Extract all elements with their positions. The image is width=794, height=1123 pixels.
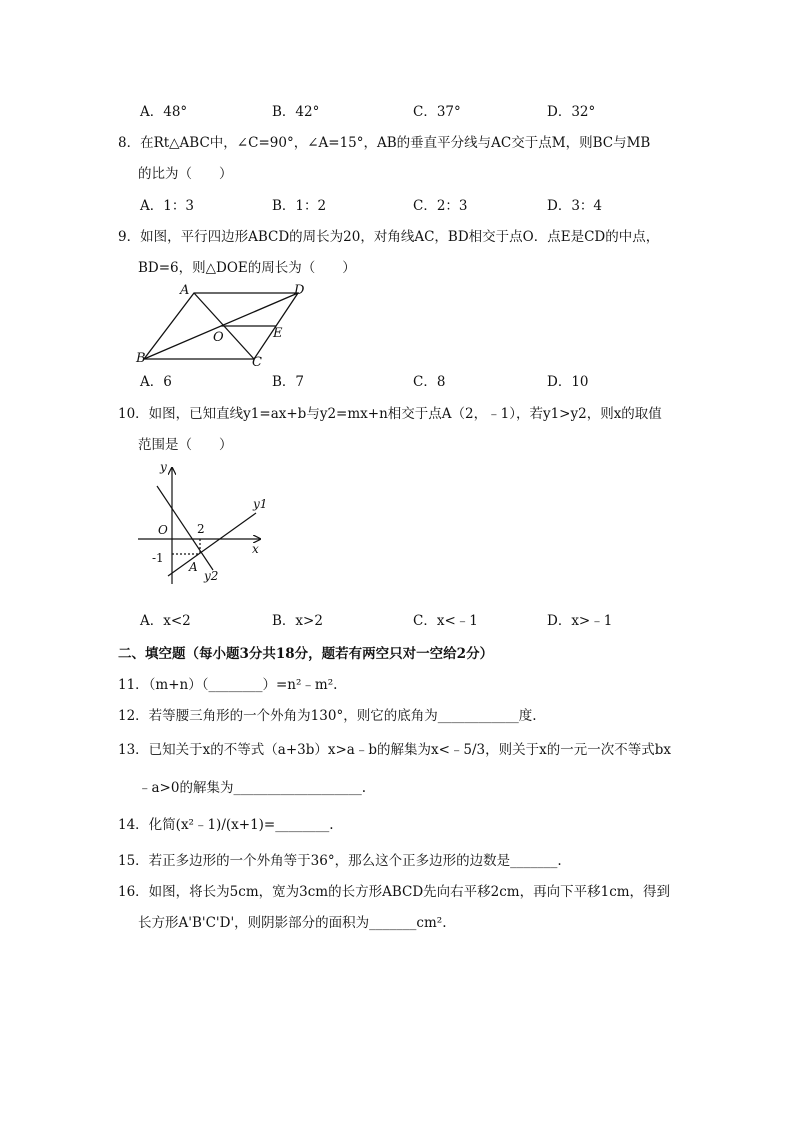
parallelogram-figure	[130, 280, 320, 372]
label-b: B	[136, 351, 146, 366]
q9-option-d[interactable]: D．10	[547, 374, 589, 390]
q8-option-c[interactable]: C．2：3	[413, 198, 468, 214]
q10-option-a[interactable]: A．x<2	[140, 613, 191, 629]
question-12: 12．若等腰三角形的一个外角为130°，则它的底角为____________度.	[118, 708, 537, 724]
origin-label: O	[158, 523, 168, 537]
q10-option-c[interactable]: C．x<﹣1	[413, 613, 478, 629]
q8-option-a[interactable]: A．1：3	[140, 198, 194, 214]
point-a-label: A	[189, 560, 198, 574]
q7-option-c[interactable]: C．37°	[413, 104, 461, 120]
q9-option-c[interactable]: C．8	[413, 374, 446, 390]
question-13-line1: 13．已知关于x的不等式（a+3b）x>a﹣b的解集为x<﹣5/3，则关于x的一元一次不等式bx	[118, 742, 672, 758]
x-axis-label: x	[252, 542, 259, 556]
q10-stem-line1: 10．如图，已知直线y1=ax+b与y2=mx+n相交于点A（2，﹣1），若y1>y2，则x的取值	[118, 406, 662, 422]
label-c: C	[252, 355, 262, 370]
tick-2-label: 2	[197, 522, 205, 536]
q9-option-a[interactable]: A．6	[140, 374, 172, 390]
q7-option-b[interactable]: B．42°	[272, 104, 320, 120]
q8-stem-line1: 8．在Rt△ABC中，∠C=90°，∠A=15°，AB的垂直平分线与AC交于点M，则BC与MB	[118, 135, 651, 151]
tick-neg1-label: -1	[152, 551, 164, 565]
question-16-line1: 16．如图，将长为5cm，宽为3cm的长方形ABCD先向右平移2cm，再向下平移1cm，得到	[118, 884, 671, 900]
q10-stem-line2: 范围是（ ）	[138, 437, 233, 453]
q8-option-d[interactable]: D．3：4	[547, 198, 603, 214]
q10-option-d[interactable]: D．x>﹣1	[547, 613, 613, 629]
label-d: D	[294, 283, 305, 298]
linear-functions-figure	[130, 458, 280, 586]
y-axis-label: y	[160, 460, 167, 474]
q9-stem-line1: 9．如图，平行四边形ABCD的周长为20，对角线AC，BD相交于点O．点E是CD的中点，	[118, 229, 660, 245]
y1-label: y1	[253, 497, 268, 511]
label-a: A	[180, 283, 190, 298]
question-13-line2: ﹣a>0的解集为___________________.	[138, 780, 366, 796]
question-14: 14．化简(x²﹣1)/(x+1)=________.	[118, 817, 334, 833]
label-o: O	[213, 330, 224, 345]
q7-option-a[interactable]: A．48°	[140, 104, 188, 120]
q10-option-b[interactable]: B．x>2	[272, 613, 323, 629]
q9-option-b[interactable]: B．7	[272, 374, 305, 390]
q8-stem-line2: 的比为（ ）	[138, 166, 233, 182]
question-15: 15．若正多边形的一个外角等于36°，那么这个正多边形的边数是_______.	[118, 853, 562, 869]
section-2-heading: 二、填空题（每小题3分共18分，题若有两空只对一空给2分）	[118, 646, 494, 662]
y2-label: y2	[204, 569, 219, 583]
question-11: 11．（m+n）（________）=n²﹣m².	[118, 677, 338, 693]
q8-option-b[interactable]: B．1：2	[272, 198, 327, 214]
q7-option-d[interactable]: D．32°	[547, 104, 596, 120]
label-e: E	[273, 326, 283, 341]
question-16-line2: 长方形A'B'C'D'，则阴影部分的面积为_______cm².	[138, 915, 447, 931]
q9-stem-line2: BD=6，则△DOE的周长为（ ）	[138, 260, 356, 276]
